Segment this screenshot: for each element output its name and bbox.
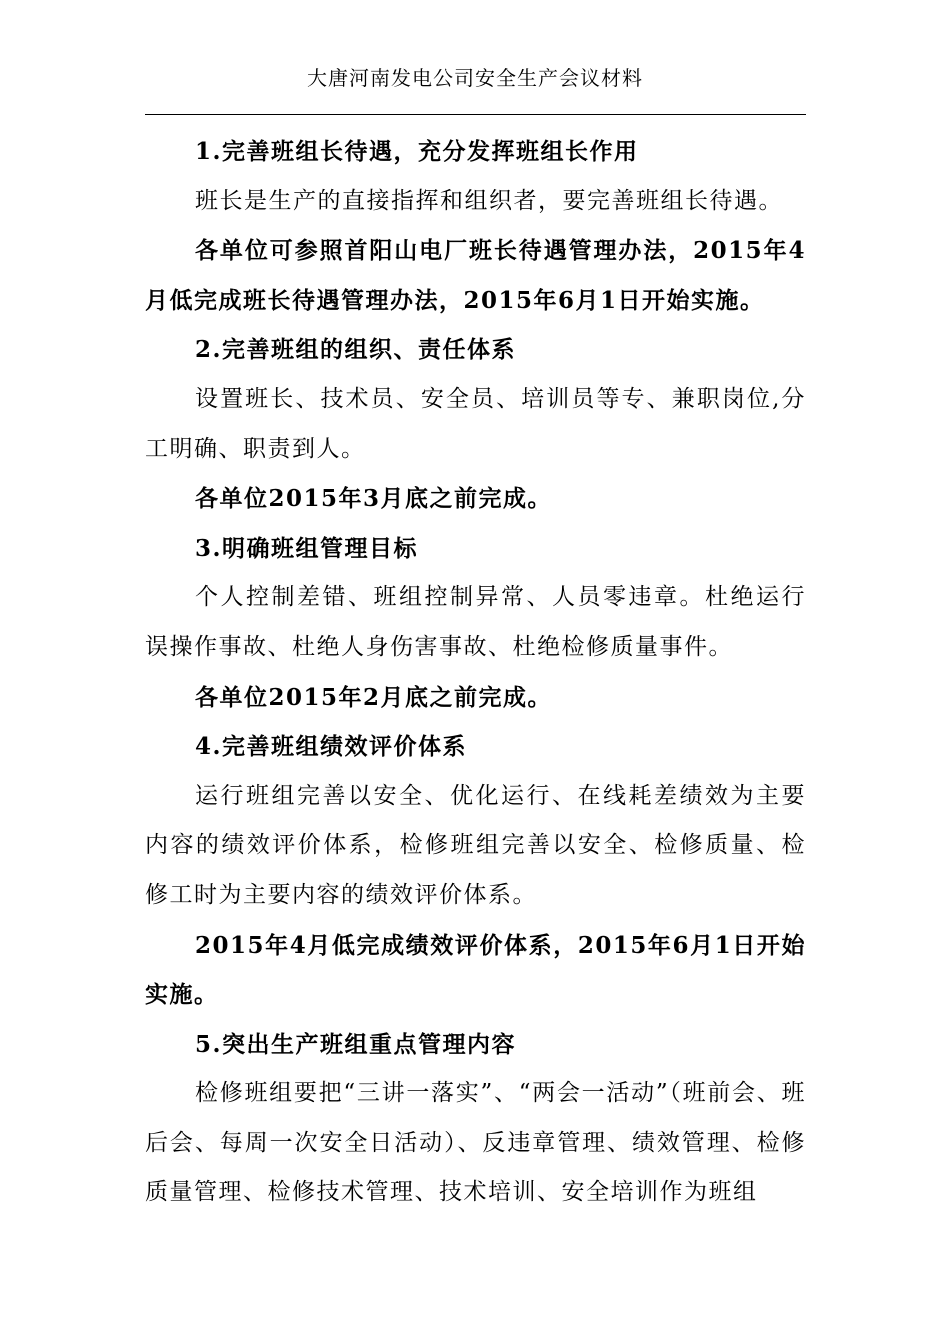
- paragraph-text: 班长是生产的直接指挥和组织者，要完善班组长待遇。: [195, 187, 783, 214]
- paragraph-text: 个人控制差错、班组控制异常、人员零违章。杜绝运行误操作事故、杜绝人身伤害事故、杜绝检修质量事件。: [145, 584, 806, 660]
- section-heading-4: 4.完善班组绩效评价体系: [195, 733, 468, 761]
- paragraph-deadline: 各单位可参照首阳山电厂班长待遇管理办法，2015年4月低完成班长待遇管理办法，2015年6月1日开始实施。: [145, 237, 806, 314]
- section-heading-1: 1.完善班组长待遇，充分发挥班组长作用: [195, 138, 639, 165]
- paragraph-text: 设置班长、技术员、安全员、培训员等专、兼职岗位,分工明确、职责到人。: [145, 385, 806, 462]
- paragraph-text: 运行班组完善以安全、优化运行、在线耗差绩效为主要内容的绩效评价体系，检修班组完善以安全、检修质量、检修工时为主要内容的绩效评价体系。: [145, 782, 806, 908]
- header-divider: [145, 114, 806, 115]
- document-body: [145, 127, 806, 1218]
- section-heading-2: 2.完善班组的组织、责任体系: [195, 336, 517, 364]
- section-heading-5: 5.突出生产班组重点管理内容: [195, 1030, 517, 1058]
- page-header-title: 大唐河南发电公司安全生产会议材料: [307, 66, 643, 90]
- paragraph-deadline: 各单位2015年2月底之前完成。: [195, 683, 553, 711]
- paragraph-deadline: 各单位2015年3月底之前完成。: [195, 485, 553, 513]
- section-heading-3: 3.明确班组管理目标: [195, 534, 419, 562]
- paragraph-text: 检修班组要把“三讲一落实”、“两会一活动”（班前会、班后会、每周一次安全日活动）、反违章管理、绩效管理、检修质量管理、检修技术管理、技术培训、安全培训作为班组: [145, 1080, 806, 1206]
- paragraph-deadline: 2015年4月低完成绩效评价体系，2015年6月1日开始实施。: [145, 931, 806, 1009]
